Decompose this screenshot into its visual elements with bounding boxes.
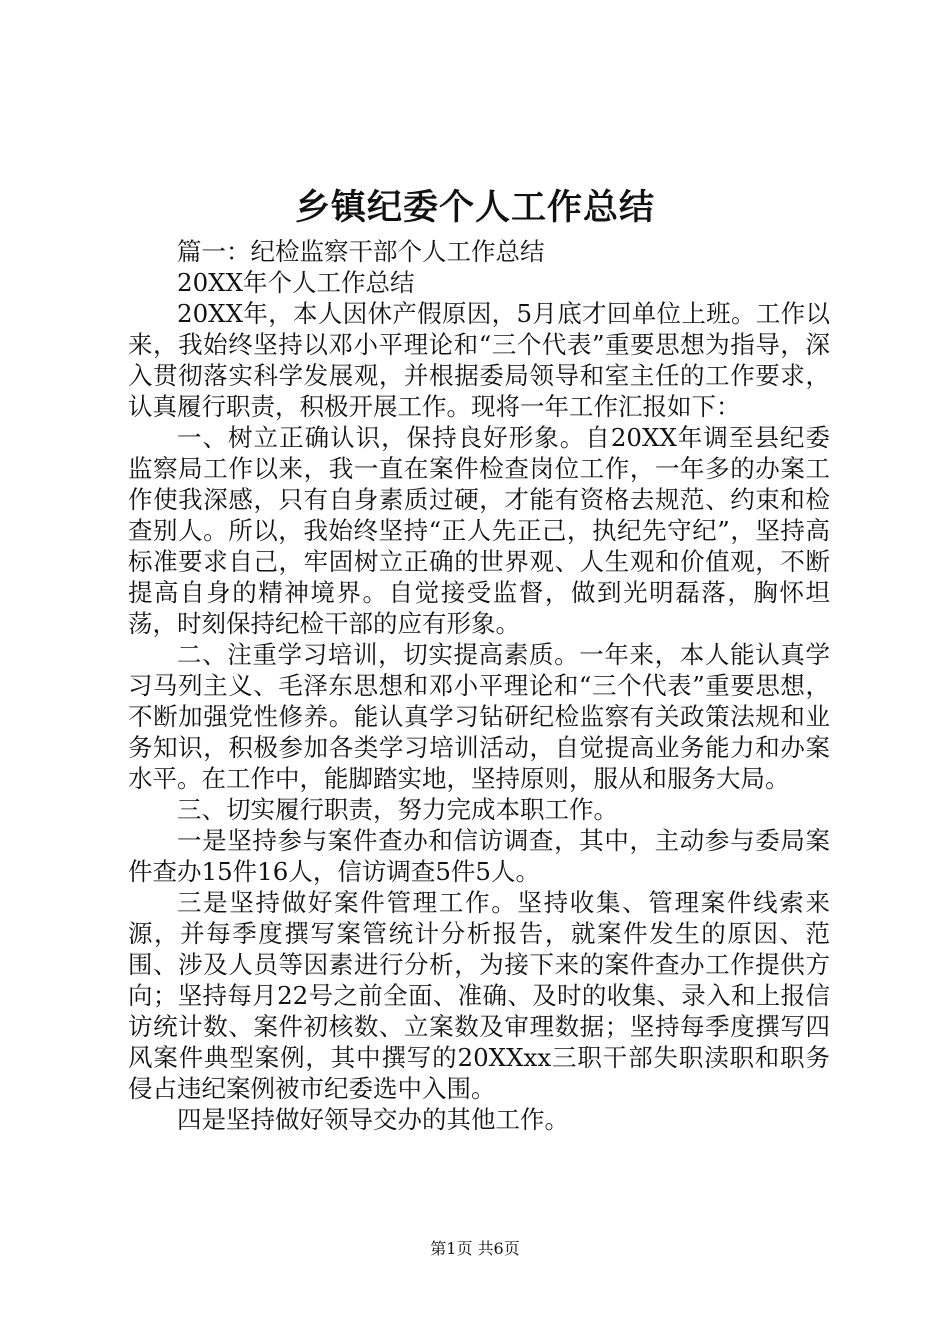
- paragraph-intro: 20XX年，本人因休产假原因，5月底才回单位上班。工作以来，我始终坚持以邓小平理论和“三个代表”重要思想为指导，深入贯彻落实科学发展观，并根据委局领导和室主任的工作要求，认真履行职责，积极开展工作。现将一年工作汇报如下：: [128, 299, 830, 421]
- document-body: [128, 236, 830, 1135]
- paragraph-item-3: 三是坚持做好案件管理工作。坚持收集、管理案件线索来源，并每季度撰写案管统计分析报告，就案件发生的原因、范围、涉及人员等因素进行分析，为接下来的案件查办工作提供方向；坚持每月22号之前全面、准确、及时的收集、录入和上报信访统计数、案件初核数、立案数及审理数据；坚持每季度撰写四风案件典型案例，其中撰写的20XXxx三职干部失职渎职和职务侵占违纪案例被市纪委选中入围。: [128, 888, 830, 1103]
- subtitle: 20XX年个人工作总结: [177, 268, 415, 297]
- page-footer: 第1页 共6页: [430, 1239, 520, 1258]
- section-heading: 篇一：纪检监察干部个人工作总结: [177, 237, 545, 266]
- paragraph-item-1: 一是坚持参与案件查办和信访调查，其中，主动参与委局案件查办15件16人，信访调查5件5人。: [128, 826, 830, 886]
- paragraph-point-2: 二、注重学习培训，切实提高素质。一年来，本人能认真学习马列主义、毛泽东思想和邓小平理论和“三个代表”重要思想，不断加强党性修养。能认真学习钻研纪检监察有关政策法规和业务知识，积极参加各类学习培训活动，自觉提高业务能力和办案水平。在工作中，能脚踏实地，坚持原则，服从和服务大局。: [128, 640, 830, 793]
- document-title: 乡镇纪委个人工作总结: [294, 187, 655, 228]
- paragraph-point-1: 一、树立正确认识，保持良好形象。自20XX年调至县纪委监察局工作以来，我一直在案件检查岗位工作，一年多的办案工作使我深感，只有自身素质过硬，才能有资格去规范、约束和检查别人。所以，我始终坚持“正人先正己，执纪先守纪”，坚持高标准要求自己，牢固树立正确的世界观、人生观和价值观，不断提高自身的精神境界。自觉接受监督，做到光明磊落，胸怀坦荡，时刻保持纪检干部的应有形象。: [128, 423, 830, 638]
- paragraph-item-4: 四是坚持做好领导交办的其他工作。: [177, 1105, 569, 1134]
- paragraph-point-3: 三、切实履行职责，努力完成本职工作。: [177, 795, 618, 824]
